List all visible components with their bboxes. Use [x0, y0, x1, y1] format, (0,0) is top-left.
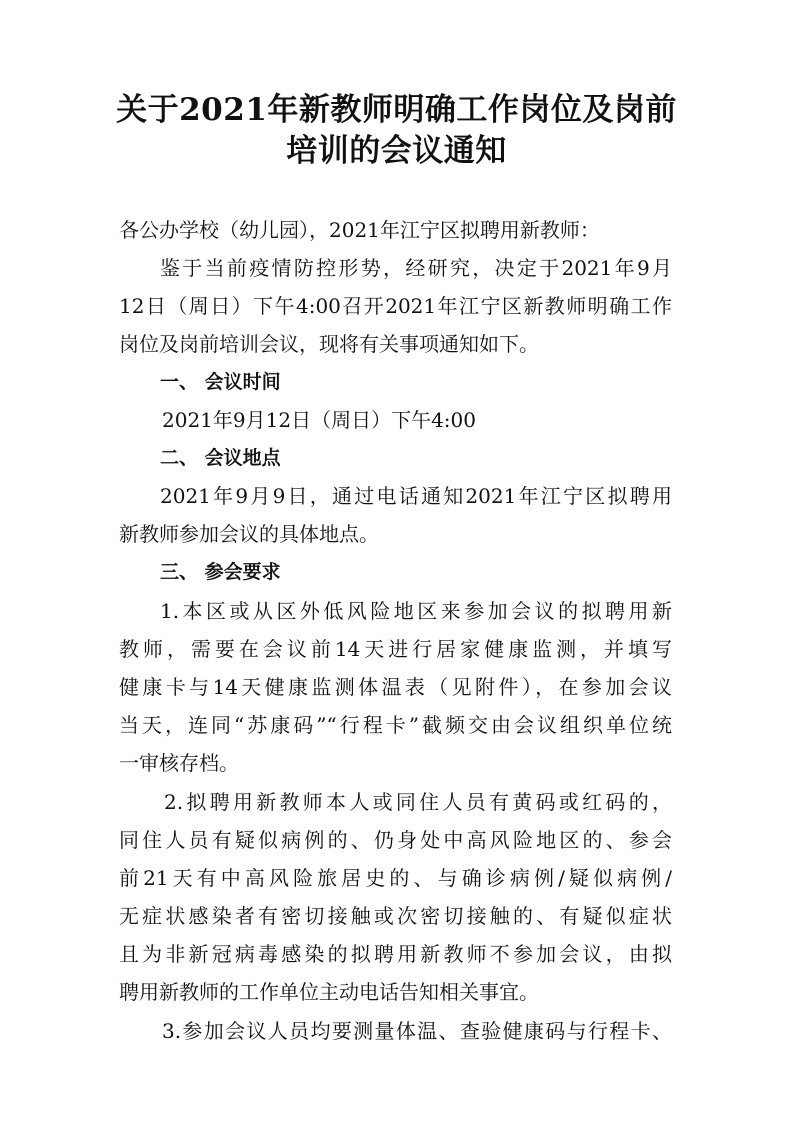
meeting-place-line-1: 2021年9月9日，通过电话通知2021年江宁区拟聘用	[160, 484, 672, 508]
intro-line-2: 12日（周日）下午4:00召开2021年江宁区新教师明确工作	[119, 294, 672, 318]
intro-line-3: 岗位及岗前培训会议，现将有关事项通知如下。	[119, 332, 539, 356]
requirement-1-line-3: 健康卡与14天健康监测体温表（见附件），在参加会议	[119, 675, 672, 699]
requirement-1-line-5: 一审核存档。	[119, 751, 239, 775]
requirement-2-line-2: 同住人员有疑似病例的、仍身处中高风险地区的、参会	[119, 828, 672, 852]
requirement-1-line-1: 1.本区或从区外低风险地区来参加会议的拟聘用新	[160, 599, 672, 623]
requirement-2-line-4: 无症状感染者有密切接触或次密切接触的、有疑似症状	[119, 904, 672, 928]
title-line-1: 关于2021年新教师明确工作岗位及岗前	[116, 92, 677, 128]
intro-line-1: 鉴于当前疫情防控形势，经研究，决定于2021年9月	[160, 256, 672, 280]
section-heading-meeting-place: 二、 会议地点	[160, 447, 281, 469]
section-heading-meeting-time: 一、 会议时间	[160, 371, 281, 393]
section-heading-requirements: 三、 参会要求	[160, 561, 281, 583]
requirement-2-line-6: 聘用新教师的工作单位主动电话告知相关事宜。	[119, 980, 539, 1004]
title-line-2: 培训的会议通知	[286, 133, 507, 169]
meeting-place-line-2: 新教师参加会议的具体地点。	[119, 522, 379, 546]
requirement-2-line-5: 且为非新冠病毒感染的拟聘用新教师不参加会议，由拟	[119, 942, 672, 966]
meeting-time-text: 2021年9月12日（周日）下午4:00	[162, 408, 476, 432]
requirement-1-line-2: 教师，需要在会议前14天进行居家健康监测，并填写	[119, 637, 672, 661]
addressee: 各公办学校（幼儿园），2021年江宁区拟聘用新教师：	[119, 218, 600, 242]
requirement-1-line-4: 当天，连同“苏康码”“行程卡”截频交由会议组织单位统	[119, 713, 672, 737]
requirement-2-line-1: 2.拟聘用新教师本人或同住人员有黄码或红码的，	[164, 790, 672, 814]
requirement-2-line-3: 前21天有中高风险旅居史的、与确诊病例/疑似病例/	[119, 866, 672, 890]
requirement-3-line-1: 3.参加会议人员均要测量体温、查验健康码与行程卡、	[162, 1019, 672, 1043]
